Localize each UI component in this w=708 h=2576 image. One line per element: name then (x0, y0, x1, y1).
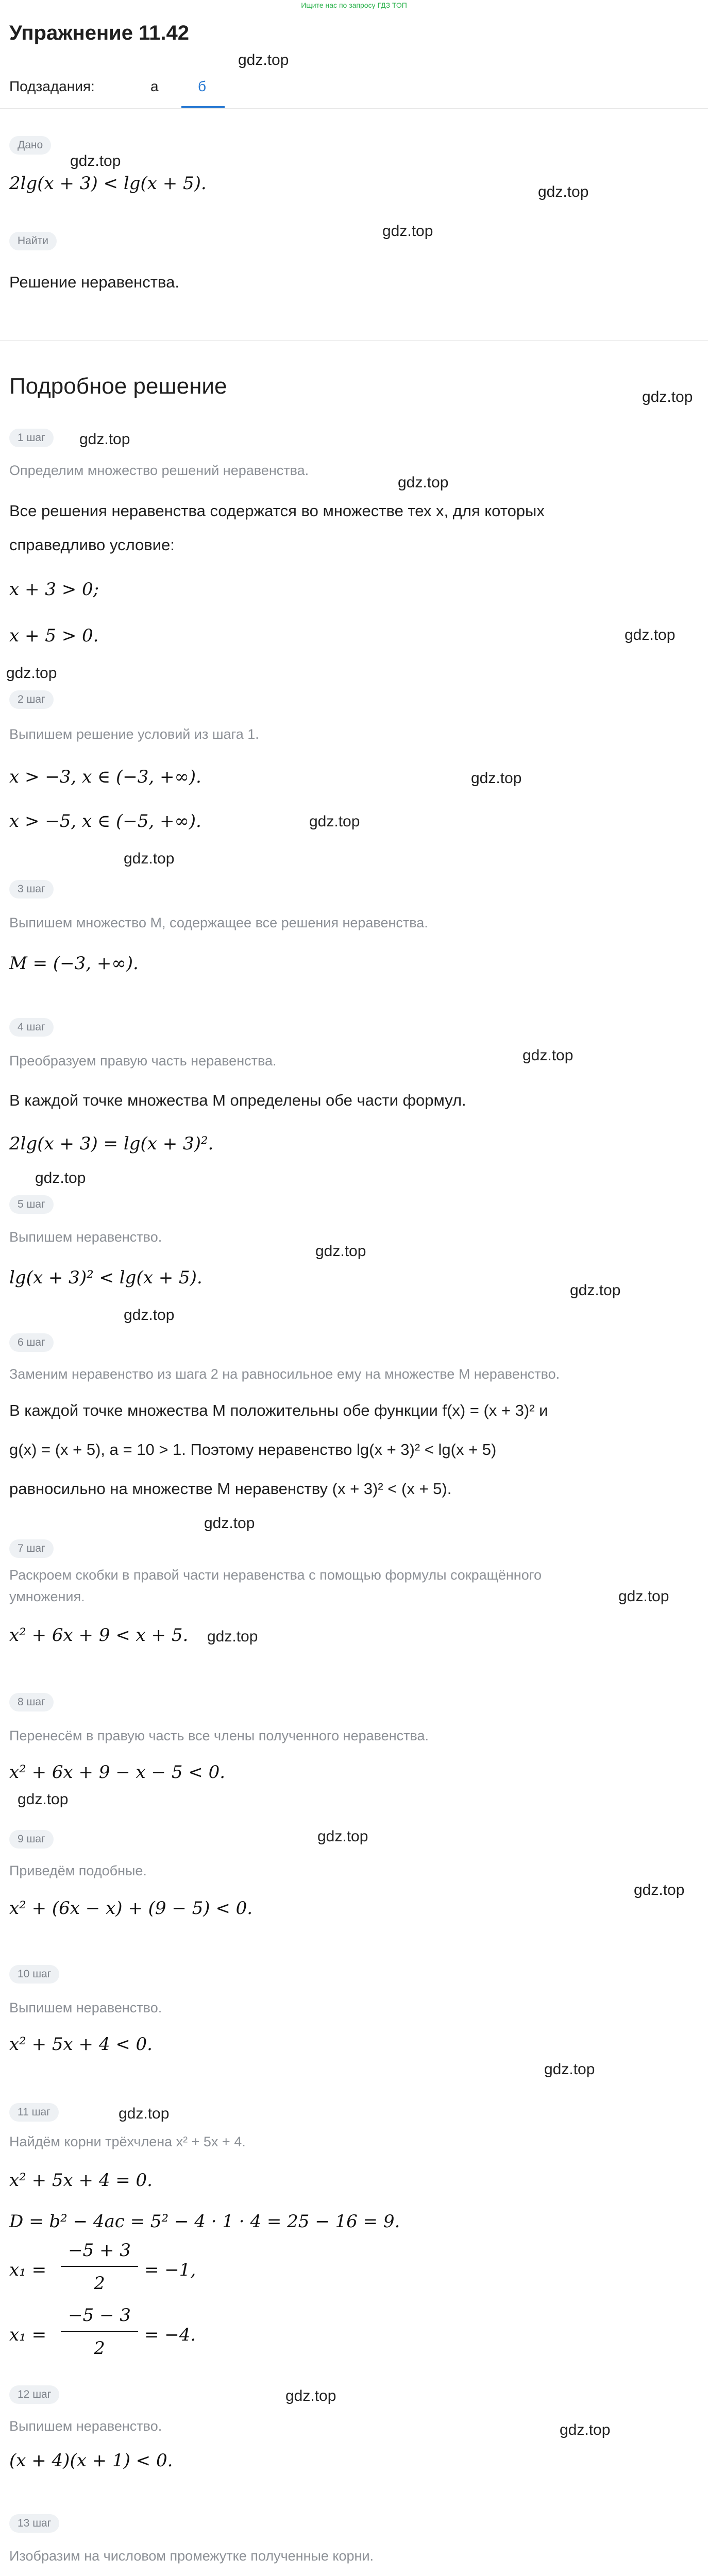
step-chip: 9 шаг (9, 1830, 54, 1849)
watermark: gdz.top (285, 2387, 336, 2404)
step-math: x > −5, x ∈ (−5, +∞). (9, 811, 201, 832)
watermark: gdz.top (79, 431, 130, 448)
step-hint: умножения. (9, 1589, 85, 1604)
given-math: 2lg(x + 3) < lg(x + 5). (9, 173, 207, 194)
step-math: x + 3 > 0; (9, 579, 99, 600)
watermark: gdz.top (317, 1828, 368, 1845)
step-text: В каждой точке множества M положительны обе функции f(x) = (x + 3)² и (9, 1401, 548, 1419)
step-hint: Приведём подобные. (9, 1863, 147, 1878)
step-text: g(x) = (x + 5), a = 10 > 1. Поэтому неравенство lg(x + 3)² < lg(x + 5) (9, 1440, 497, 1459)
step-math: x² + 6x + 9 < x + 5. (9, 1625, 189, 1646)
step-chip: 10 шаг (9, 1965, 59, 1984)
find-text: Решение неравенства. (9, 273, 179, 291)
step-math: x² + 5x + 4 < 0. (9, 2034, 153, 2055)
step-math: x² + 6x + 9 − x − 5 < 0. (9, 1762, 226, 1783)
watermark: gdz.top (642, 388, 693, 405)
watermark: gdz.top (634, 1882, 685, 1899)
section-divider (0, 340, 708, 341)
step-hint: Раскроем скобки в правой части неравенства с помощью формулы сокращённого (9, 1567, 542, 1583)
step-hint: Выпишем неравенство. (9, 2418, 162, 2434)
step-hint: Выпишем решение условий из шага 1. (9, 726, 259, 742)
step-chip: 4 шаг (9, 1018, 54, 1037)
step-hint: Выпишем неравенство. (9, 1229, 162, 1245)
root1-numerator: −5 + 3 (68, 2240, 131, 2261)
step-hint: Выпишем множество M, содержащее все решения неравенства. (9, 915, 428, 930)
step-chip: 7 шаг (9, 1539, 54, 1558)
watermark: gdz.top (570, 1282, 621, 1299)
watermark: gdz.top (315, 1243, 366, 1260)
step-chip: 5 шаг (9, 1195, 54, 1214)
watermark: gdz.top (625, 626, 676, 643)
watermark: gdz.top (544, 2061, 595, 2078)
tab-b[interactable]: б (198, 78, 207, 94)
step-math: lg(x + 3)² < lg(x + 5). (9, 1267, 203, 1288)
step-hint: Определим множество решений неравенства. (9, 463, 309, 478)
step-text: В каждой точке множества M определены обе части формул. (9, 1091, 466, 1109)
watermark: gdz.top (18, 1791, 69, 1808)
given-chip: Дано (9, 136, 51, 155)
watermark: gdz.top (471, 770, 522, 787)
step-chip: 11 шаг (9, 2103, 59, 2122)
step-math: D = b² − 4ac = 5² − 4 · 1 · 4 = 25 − 16 = 9. (9, 2211, 400, 2232)
step-chip: 8 шаг (9, 1693, 54, 1711)
root2-right: = −4. (144, 2325, 196, 2345)
step-math: x² + (6x − x) + (9 − 5) < 0. (9, 1898, 253, 1919)
step-math: (x + 4)(x + 1) < 0. (9, 2450, 173, 2471)
step-chip: 1 шаг (9, 429, 54, 447)
root2-denominator: 2 (94, 2338, 105, 2359)
root2-numerator: −5 − 3 (68, 2305, 131, 2326)
root2-left: x₁ = (9, 2325, 47, 2345)
watermark: gdz.top (204, 1515, 255, 1532)
step-hint: Изобразим на числовом промежутке полученные корни. (9, 2548, 374, 2564)
step-chip: 13 шаг (9, 2514, 59, 2533)
step-chip: 6 шаг (9, 1333, 54, 1352)
step-math: x + 5 > 0. (9, 625, 99, 646)
root1-denominator: 2 (94, 2273, 105, 2294)
step-chip: 2 шаг (9, 690, 54, 709)
watermark: gdz.top (618, 1588, 669, 1605)
step-text: Все решения неравенства содержатся во множестве тех x, для которых (9, 502, 545, 520)
watermark: gdz.top (538, 183, 589, 200)
root1-left: x₁ = (9, 2260, 47, 2280)
step-math: 2lg(x + 3) = lg(x + 3)². (9, 1133, 214, 1154)
step-text: справедливо условие: (9, 536, 175, 554)
step-hint: Заменим неравенство из шага 2 на равносильное ему на множестве M неравенство. (9, 1366, 560, 1382)
step-hint: Преобразуем правую часть неравенства. (9, 1053, 277, 1069)
watermark: gdz.top (238, 52, 289, 69)
tabs-divider (0, 108, 708, 109)
fraction-bar (61, 2331, 138, 2332)
step-chip: 3 шаг (9, 880, 54, 899)
step-math: M = (−3, +∞). (9, 953, 139, 974)
step-math: x > −3, x ∈ (−3, +∞). (9, 767, 201, 787)
step-hint: Найдём корни трёхчлена x² + 5x + 4. (9, 2134, 246, 2149)
step-hint: Выпишем неравенство. (9, 2000, 162, 2015)
step-text: равносильно на множестве M неравенству (x + 3)² < (x + 5). (9, 1480, 452, 1498)
fraction-bar (61, 2266, 138, 2267)
solution-title: Подробное решение (9, 374, 227, 399)
top-note: Ищите нас по запросу ГДЗ ТОП (301, 1, 407, 9)
watermark: gdz.top (70, 152, 121, 170)
watermark: gdz.top (207, 1628, 258, 1645)
watermark: gdz.top (522, 1047, 574, 1064)
step-chip: 12 шаг (9, 2385, 59, 2404)
watermark: gdz.top (124, 1307, 175, 1324)
page-title: Упражнение 11.42 (9, 22, 189, 44)
watermark: gdz.top (398, 474, 449, 491)
find-chip: Найти (9, 232, 57, 250)
watermark: gdz.top (35, 1170, 86, 1187)
watermark: gdz.top (382, 223, 433, 240)
watermark: gdz.top (309, 813, 360, 830)
step-hint: Перенесём в правую часть все члены полученного неравенства. (9, 1728, 429, 1743)
subtasks-label: Подзадания: (9, 78, 95, 94)
watermark: gdz.top (124, 850, 175, 867)
root1-right: = −1, (144, 2260, 196, 2280)
tab-a[interactable]: а (150, 78, 159, 94)
watermark: gdz.top (6, 665, 57, 682)
step-math: x² + 5x + 4 = 0. (9, 2170, 153, 2191)
watermark: gdz.top (560, 2421, 611, 2438)
watermark: gdz.top (119, 2105, 170, 2122)
